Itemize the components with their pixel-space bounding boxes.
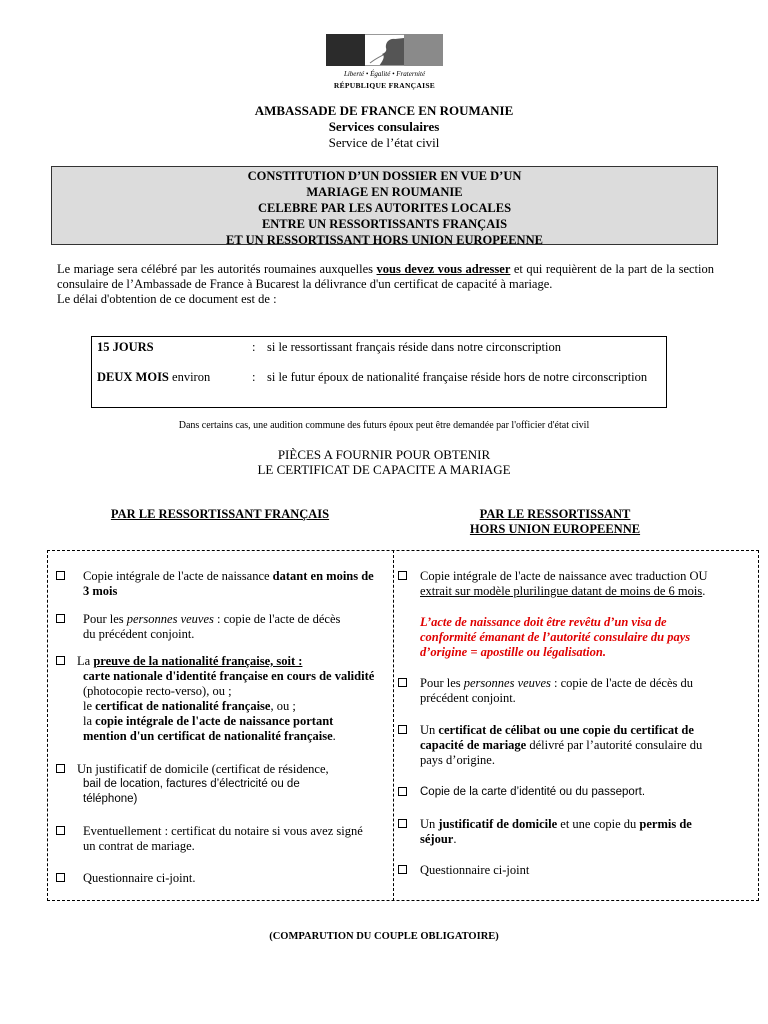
checkbox-icon — [398, 787, 407, 796]
checkbox-icon — [398, 819, 407, 828]
checkbox-icon — [398, 865, 407, 874]
intro-text-cont: et qui requièrent de la part de la section consulaire de l’Ambassade de France à Bucarest la délivrance d'un certificat de capacité à mariage. — [57, 262, 714, 291]
civil-status-service: Service de l’état civil — [328, 135, 440, 150]
delay-row-deux-mois — [97, 370, 663, 402]
delay-intro: Le délai d'obtention de ce document est de : — [57, 292, 277, 306]
delay-value: si le futur époux de nationalité française réside hors de notre circonscription — [267, 370, 648, 384]
tricolor-flag-icon — [326, 34, 443, 66]
col-left-heading: PAR LE RESSORTISSANT FRANÇAIS — [110, 507, 330, 521]
embassy-name: AMBASSADE DE FRANCE EN ROUMANIE — [254, 103, 514, 118]
checkbox-icon — [398, 571, 407, 580]
pieces-heading — [0, 447, 768, 477]
checkbox-icon — [56, 764, 65, 773]
title-line: ET UN RESSORTISSANT HORS UNION EUROPEENNE — [226, 233, 543, 247]
checkbox-icon — [56, 873, 65, 882]
checkbox-icon — [56, 614, 65, 623]
checkbox-icon — [56, 656, 65, 665]
title-line: MARIAGE EN ROUMANIE — [306, 185, 463, 199]
couple-appearance-note: (COMPARUTION DU COUPLE OBLIGATOIRE) — [269, 931, 499, 942]
delay-colon: : — [252, 370, 256, 384]
checkbox-icon — [56, 571, 65, 580]
consular-services: Services consulaires — [328, 119, 440, 134]
marianne-logo — [326, 34, 443, 96]
title-line: ENTRE UN RESSORTISSANTS FRANÇAIS — [261, 217, 508, 231]
pieces-line: LE CERTIFICAT DE CAPACITE A MARIAGE — [257, 462, 511, 477]
delay-row-15-jours — [97, 340, 663, 355]
checkbox-icon — [398, 678, 407, 687]
title-line: CELEBRE PAR LES AUTORITES LOCALES — [257, 201, 512, 215]
logo-republic: RÉPUBLIQUE FRANÇAISE — [333, 81, 436, 90]
delay-value: si le ressortissant français réside dans notre circonscription — [267, 340, 562, 354]
delay-key: DEUX MOIS environ — [97, 370, 211, 384]
delay-key: 15 JOURS — [97, 340, 154, 354]
logo-motto: Liberté • Égalité • Fraternité — [343, 70, 426, 78]
dossier-title-box — [51, 166, 718, 245]
delay-table — [91, 336, 667, 408]
apostille-warning: L’acte de naissance doit être revêtu d’un visa de conformité émanant de l’autorité consulaire du pays d’origine = apostille ou légalisation. — [420, 615, 691, 659]
audition-note: Dans certains cas, une audition commune des futurs époux peut être demandée par l'officier d'état civil — [178, 420, 590, 431]
col-right-heading-2: HORS UNION EUROPEENNE — [469, 522, 641, 536]
checkbox-icon — [56, 826, 65, 835]
pieces-line: PIÈCES A FOURNIR POUR OBTENIR — [277, 447, 491, 462]
title-line: CONSTITUTION D’UN DOSSIER EN VUE D’UN — [247, 169, 522, 183]
intro-emphasis: vous devez vous adresser — [376, 262, 511, 276]
intro-text: Le mariage sera célébré par les autorités roumaines auxquelles — [57, 262, 377, 276]
delay-colon: : — [252, 340, 256, 354]
intro-paragraph — [57, 262, 714, 307]
col-right-heading-1: PAR LE RESSORTISSANT — [479, 507, 631, 521]
column-divider — [393, 550, 394, 901]
checkbox-icon — [398, 725, 407, 734]
